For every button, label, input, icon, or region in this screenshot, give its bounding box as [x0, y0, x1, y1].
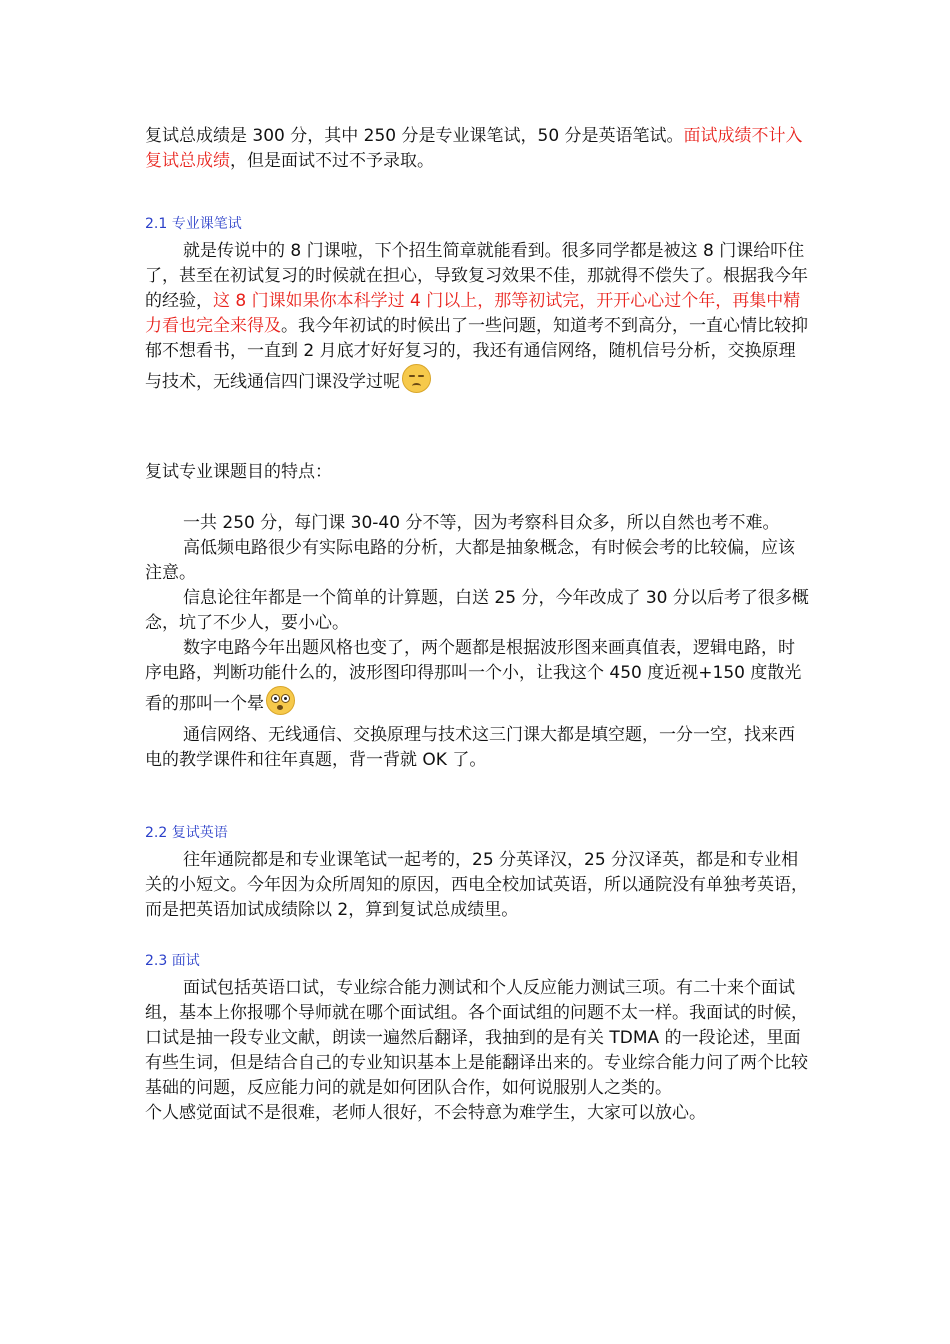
heading-2-1: 2.1 专业课笔试 [145, 216, 242, 232]
paragraph-2-1: 就是传说中的 8 门课啦，下个招生简章就能看到。很多同学都是被这 8 门课给吓住了，甚至在初试复习的时候就在担心，导致复习效果不佳，那就得不偿失了。根据我今年的经验，这 8 门课如果你本科学过 4 门以上，那等初试完，开开心心过个年，再集中精力看也完全来得及。我今年初试的时候出了一些问题，知道考不到高分，一直心情比较抑郁不想看书，一直到 2 月底才好好复习的，我还有通信网络，随机信号分析，交换原理与技术，无线通信四门课没学过呢 [145, 241, 808, 392]
closing-paragraph: 个人感觉面试不是很难，老师人很好，不会特意为难学生，大家可以放心。 [145, 1103, 706, 1123]
heading-2-3: 2.3 面试 [145, 953, 200, 969]
feature-item: 数字电路今年出题风格也变了，两个题都是根据波形图来画真值表，逻辑电路，时序电路，判断功能什么的，波形图印得那叫一个小，让我这个 450 度近视+150 度散光看的那叫一个晕 [145, 638, 802, 714]
intro-emphasis: 面试成绩不计入复试总成绩 [145, 126, 803, 171]
feature-item: 一共 250 分，每门课 30-40 分不等，因为考察科目众多，所以自然也考不难。 [183, 513, 780, 533]
feature-item: 通信网络、无线通信、交换原理与技术这三门课大都是填空题，一分一空，找来西电的教学课件和往年真题，背一背就 OK 了。 [145, 725, 795, 770]
feature-item: 信息论往年都是一个简单的计算题，白送 25 分，今年改成了 30 分以后考了很多概念，坑了不少人，要小心。 [145, 588, 809, 633]
feature-item: 高低频电路很少有实际电路的分析，大都是抽象概念，有时候会考的比较偏，应该注意。 [145, 538, 795, 583]
heading-2-2: 2.2 复试英语 [145, 825, 228, 841]
features-title: 复试专业课题目的特点： [145, 462, 332, 482]
document-body [145, 124, 810, 1126]
paragraph-2-1-emphasis: 这 8 门课如果你本科学过 4 门以上，那等初试完，开开心心过个年，再集中精力看也完全来得及 [145, 291, 801, 336]
paragraph-2-3: 面试包括英语口试，专业综合能力测试和个人反应能力测试三项。有二十来个面试组，基本上你报哪个导师就在哪个面试组。各个面试组的问题不太一样。我面试的时候，口试是抽一段专业文献，朗读一遍然后翻译，我抽到的是有关 TDMA 的一段论述，里面有些生词，但是结合自己的专业知识基本上是能翻译出来的。专业综合能力问了两个比较基础的问题，反应能力问的就是如何团队合作，如何说服别人之类的。 [145, 978, 808, 1098]
pensive-face-icon [402, 364, 431, 393]
dizzy-face-icon [266, 686, 295, 715]
intro-paragraph: 复试总成绩是 300 分，其中 250 分是专业课笔试，50 分是英语笔试。面试成绩不计入复试总成绩，但是面试不过不予录取。 [145, 126, 803, 171]
paragraph-2-2: 往年通院都是和专业课笔试一起考的，25 分英译汉，25 分汉译英，都是和专业相关的小短文。今年因为众所周知的原因，西电全校加试英语，所以通院没有单独考英语，而是把英语加试成绩除以 2，算到复试总成绩里。 [145, 850, 808, 920]
